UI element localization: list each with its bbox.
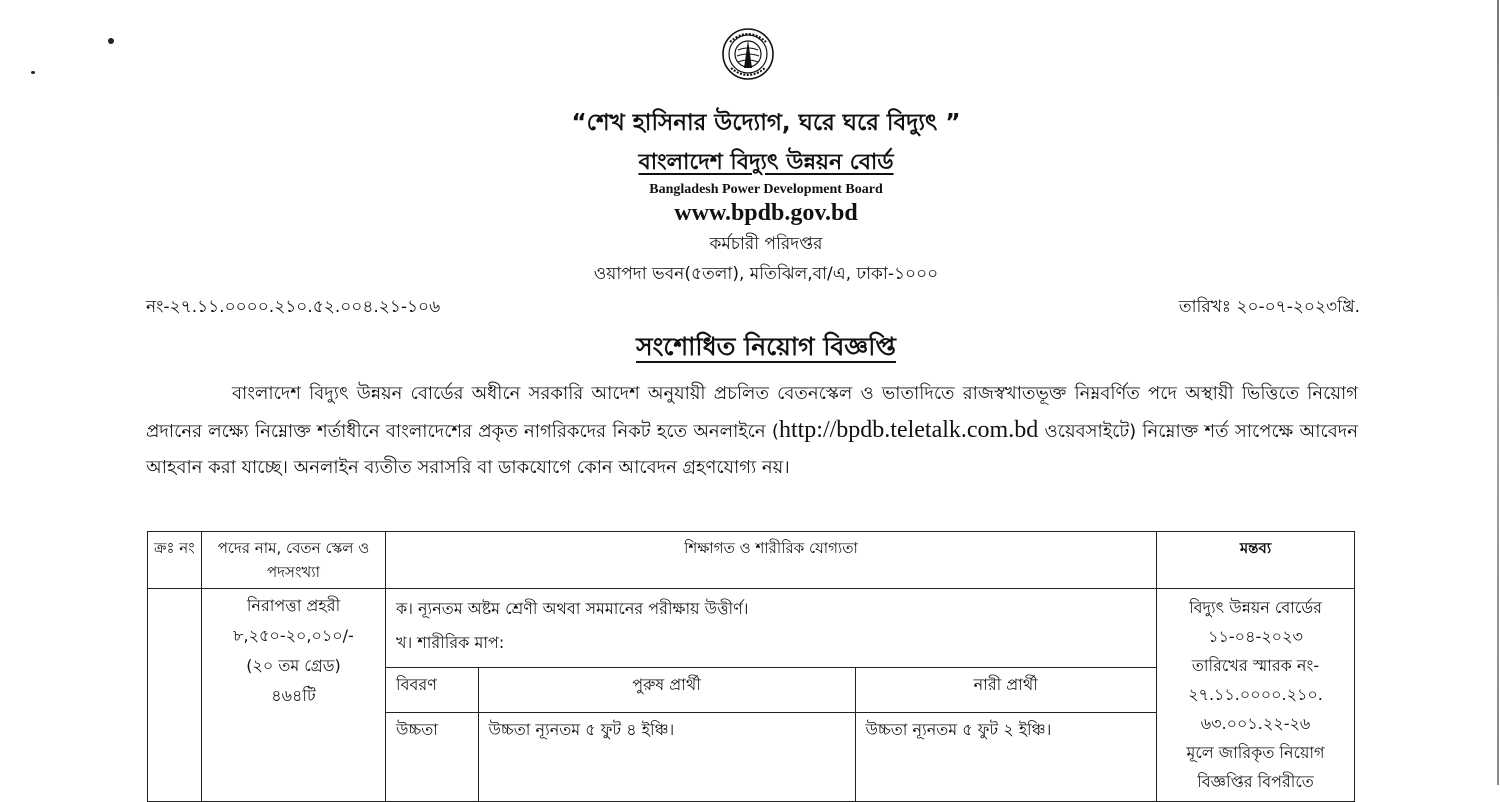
bpdb-emblem-icon	[722, 24, 774, 84]
physical-header-description: বিবরণ	[386, 668, 478, 713]
notice-title: সংশোধিত নিয়োগ বিজ্ঞপ্তি	[636, 332, 896, 361]
physical-header-female: নারী প্রার্থী	[855, 668, 1156, 713]
remarks-line: তারিখের স্মারক নং-	[1191, 656, 1320, 675]
slogan: “শেখ হাসিনার উদ্যোগ, ঘরে ঘরে বিদ্যুৎ ”	[571, 110, 961, 136]
remarks-line: ৬৩.০০১.২২-২৬	[1200, 714, 1311, 733]
header-remarks: মন্তব্য	[1157, 532, 1355, 589]
physical-measure-table	[386, 667, 1156, 801]
pay-scale: ৮,২৫০-২০,০১০/-	[233, 626, 354, 645]
remarks-line: বিদ্যুৎ উন্নয়ন বোর্ডের	[1189, 598, 1322, 617]
physical-header-male: পুরুষ প্রার্থী	[478, 668, 855, 713]
header-serial: ক্রঃ নং	[148, 532, 202, 589]
paragraph-text: ওয়েবসাইটে) নিম্নোক্ত শর্ত সাপেক্ষে আবেদন আহবান করা যাচ্ছে। অনলাইন ব্যতীত সরাসরি বা ডাকযোগে কোন আবেদন গ্রহণযোগ্য নয়।	[146, 421, 1358, 478]
memo-date: তারিখঃ ২০-০৭-২০২৩খ্রি.	[1178, 297, 1360, 317]
physical-header-row	[386, 668, 1156, 713]
header-qualification: শিক্ষাগত ও শারীরিক যোগ্যতা	[386, 532, 1157, 589]
website: www.bpdb.gov.bd	[674, 200, 858, 226]
cell-remarks	[1157, 589, 1355, 802]
vacancy-table	[147, 531, 1355, 802]
paragraph-text: বাংলাদেশ বিদ্যুৎ উন্নয়ন বোর্ডের অধীনে সরকারি আদেশ অনুযায়ী প্রচলিত বেতনস্কেল ও ভাতাদিতে রাজস্বখাতভূক্ত নিম্নবর্ণিত পদে অস্থায়ী ভিত্তিতে নিয়োগ প্রদানের লক্ষ্যে নিম্নোক্ত শর্তাধীনে বাংলাদেশের প্রকৃত নাগরিকদের নিকট হতে অনলাইনে (	[146, 383, 1358, 442]
org-name-english: Bangladesh Power Development Board	[649, 182, 883, 197]
scan-speck	[108, 38, 114, 44]
physical-row-height	[386, 713, 1156, 802]
physical-female-height: উচ্চতা ন্যূনতম ৫ ফুট ২ ইঞ্চি।	[855, 713, 1156, 802]
post-count: ৪৬৪টি	[271, 686, 316, 705]
remarks-line: ২৭.১১.০০০০.২১০.	[1188, 685, 1323, 704]
scan-speck	[31, 71, 35, 74]
header-post: পদের নাম, বেতন স্কেল ও পদসংখ্যা	[202, 532, 386, 589]
cell-serial	[148, 589, 202, 802]
qualification-physical-label: খ। শারীরিক মাপ:	[396, 633, 505, 652]
cell-qualification	[386, 589, 1157, 802]
cell-post	[202, 589, 386, 802]
table-header-row	[148, 532, 1355, 589]
notice-paragraph	[146, 376, 1358, 486]
memo-number: নং-২৭.১১.০০০০.২১০.৫২.০০৪.২১-১০৬	[146, 297, 441, 317]
physical-label-height: উচ্চতা	[386, 713, 478, 802]
table-row	[148, 589, 1355, 802]
application-url: http://bpdb.teletalk.com.bd	[778, 417, 1039, 443]
org-name-bangla: বাংলাদেশ বিদ্যুৎ উন্নয়ন বোর্ড	[638, 150, 894, 175]
remarks-line: মূলে জারিকৃত নিয়োগ	[1186, 743, 1325, 762]
grade: (২০ তম গ্রেড)	[246, 656, 341, 675]
address: ওয়াপদা ভবন(৫তলা), মতিঝিল,বা/এ, ঢাকা-১০০০	[593, 264, 939, 284]
remarks-line: ১১-০৪-২০২৩	[1208, 627, 1303, 646]
qualification-education: ক। ন্যূনতম অষ্টম শ্রেণী অথবা সমমানের পরীক্ষায় উত্তীর্ণ।	[396, 599, 749, 618]
post-name: নিরাপত্তা প্রহরী	[246, 596, 341, 615]
department: কর্মচারী পরিদপ্তর	[709, 234, 823, 254]
remarks-line: বিজ্ঞপ্তির বিপরীতে	[1197, 772, 1314, 791]
physical-male-height: উচ্চতা ন্যূনতম ৫ ফুট ৪ ইঞ্চি।	[478, 713, 855, 802]
